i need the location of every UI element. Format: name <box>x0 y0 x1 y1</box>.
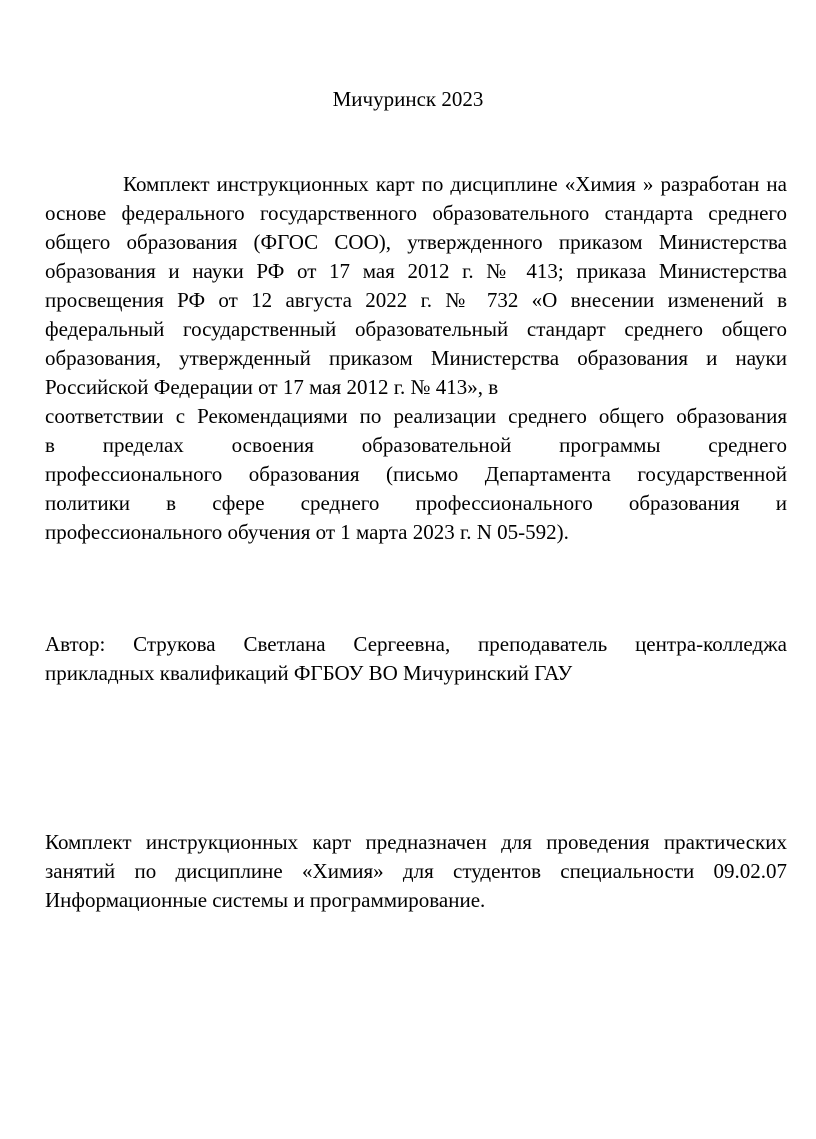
approval-line: федеральный государственный образовательный стандарт среднего общего <box>45 317 787 341</box>
approval-line: Российской Федерации от 17 мая 2012 г. № 413», в <box>45 375 499 399</box>
approval-line: Комплект инструкционных карт по дисциплине «Химия » разработан на <box>123 172 787 196</box>
purpose-paragraph <box>45 828 787 915</box>
approval-line: общего образования (ФГОС СОО), утвержденного приказом Министерства <box>45 230 787 254</box>
approval-line: основе федерального государственного образовательного стандарта среднего <box>45 201 787 225</box>
author-paragraph <box>45 630 787 688</box>
approval-line: политики в сфере среднего профессионального образования и <box>45 491 787 515</box>
purpose-line: Комплект инструкционных карт предназначен для проведения практических <box>45 830 787 854</box>
approval-paragraph <box>45 170 787 547</box>
author-line: прикладных квалификаций ФГБОУ ВО Мичуринский ГАУ <box>45 661 573 685</box>
approval-line: соответствии с Рекомендациями по реализации среднего общего образования <box>45 404 787 428</box>
approval-line: профессионального обучения от 1 марта 2023 г. N 05-592). <box>45 520 569 544</box>
author-line: Автор: Струкова Светлана Сергеевна, преподаватель центра-колледжа <box>45 632 787 656</box>
city-year: Мичуринск 2023 <box>332 87 484 111</box>
approval-line: образования, утвержденный приказом Министерства образования и науки <box>45 346 787 370</box>
approval-line: просвещения РФ от 12 августа 2022 г. № 732 «О внесении изменений в <box>45 288 787 312</box>
approval-line: в пределах освоения образовательной программы среднего <box>45 433 787 457</box>
approval-line: профессионального образования (письмо Департамента государственной <box>45 462 787 486</box>
purpose-line: Информационные системы и программирование. <box>45 888 486 912</box>
purpose-line: занятий по дисциплине «Химия» для студентов специальности 09.02.07 <box>45 859 787 883</box>
approval-line: образования и науки РФ от 17 мая 2012 г. № 413; приказа Министерства <box>45 259 787 283</box>
